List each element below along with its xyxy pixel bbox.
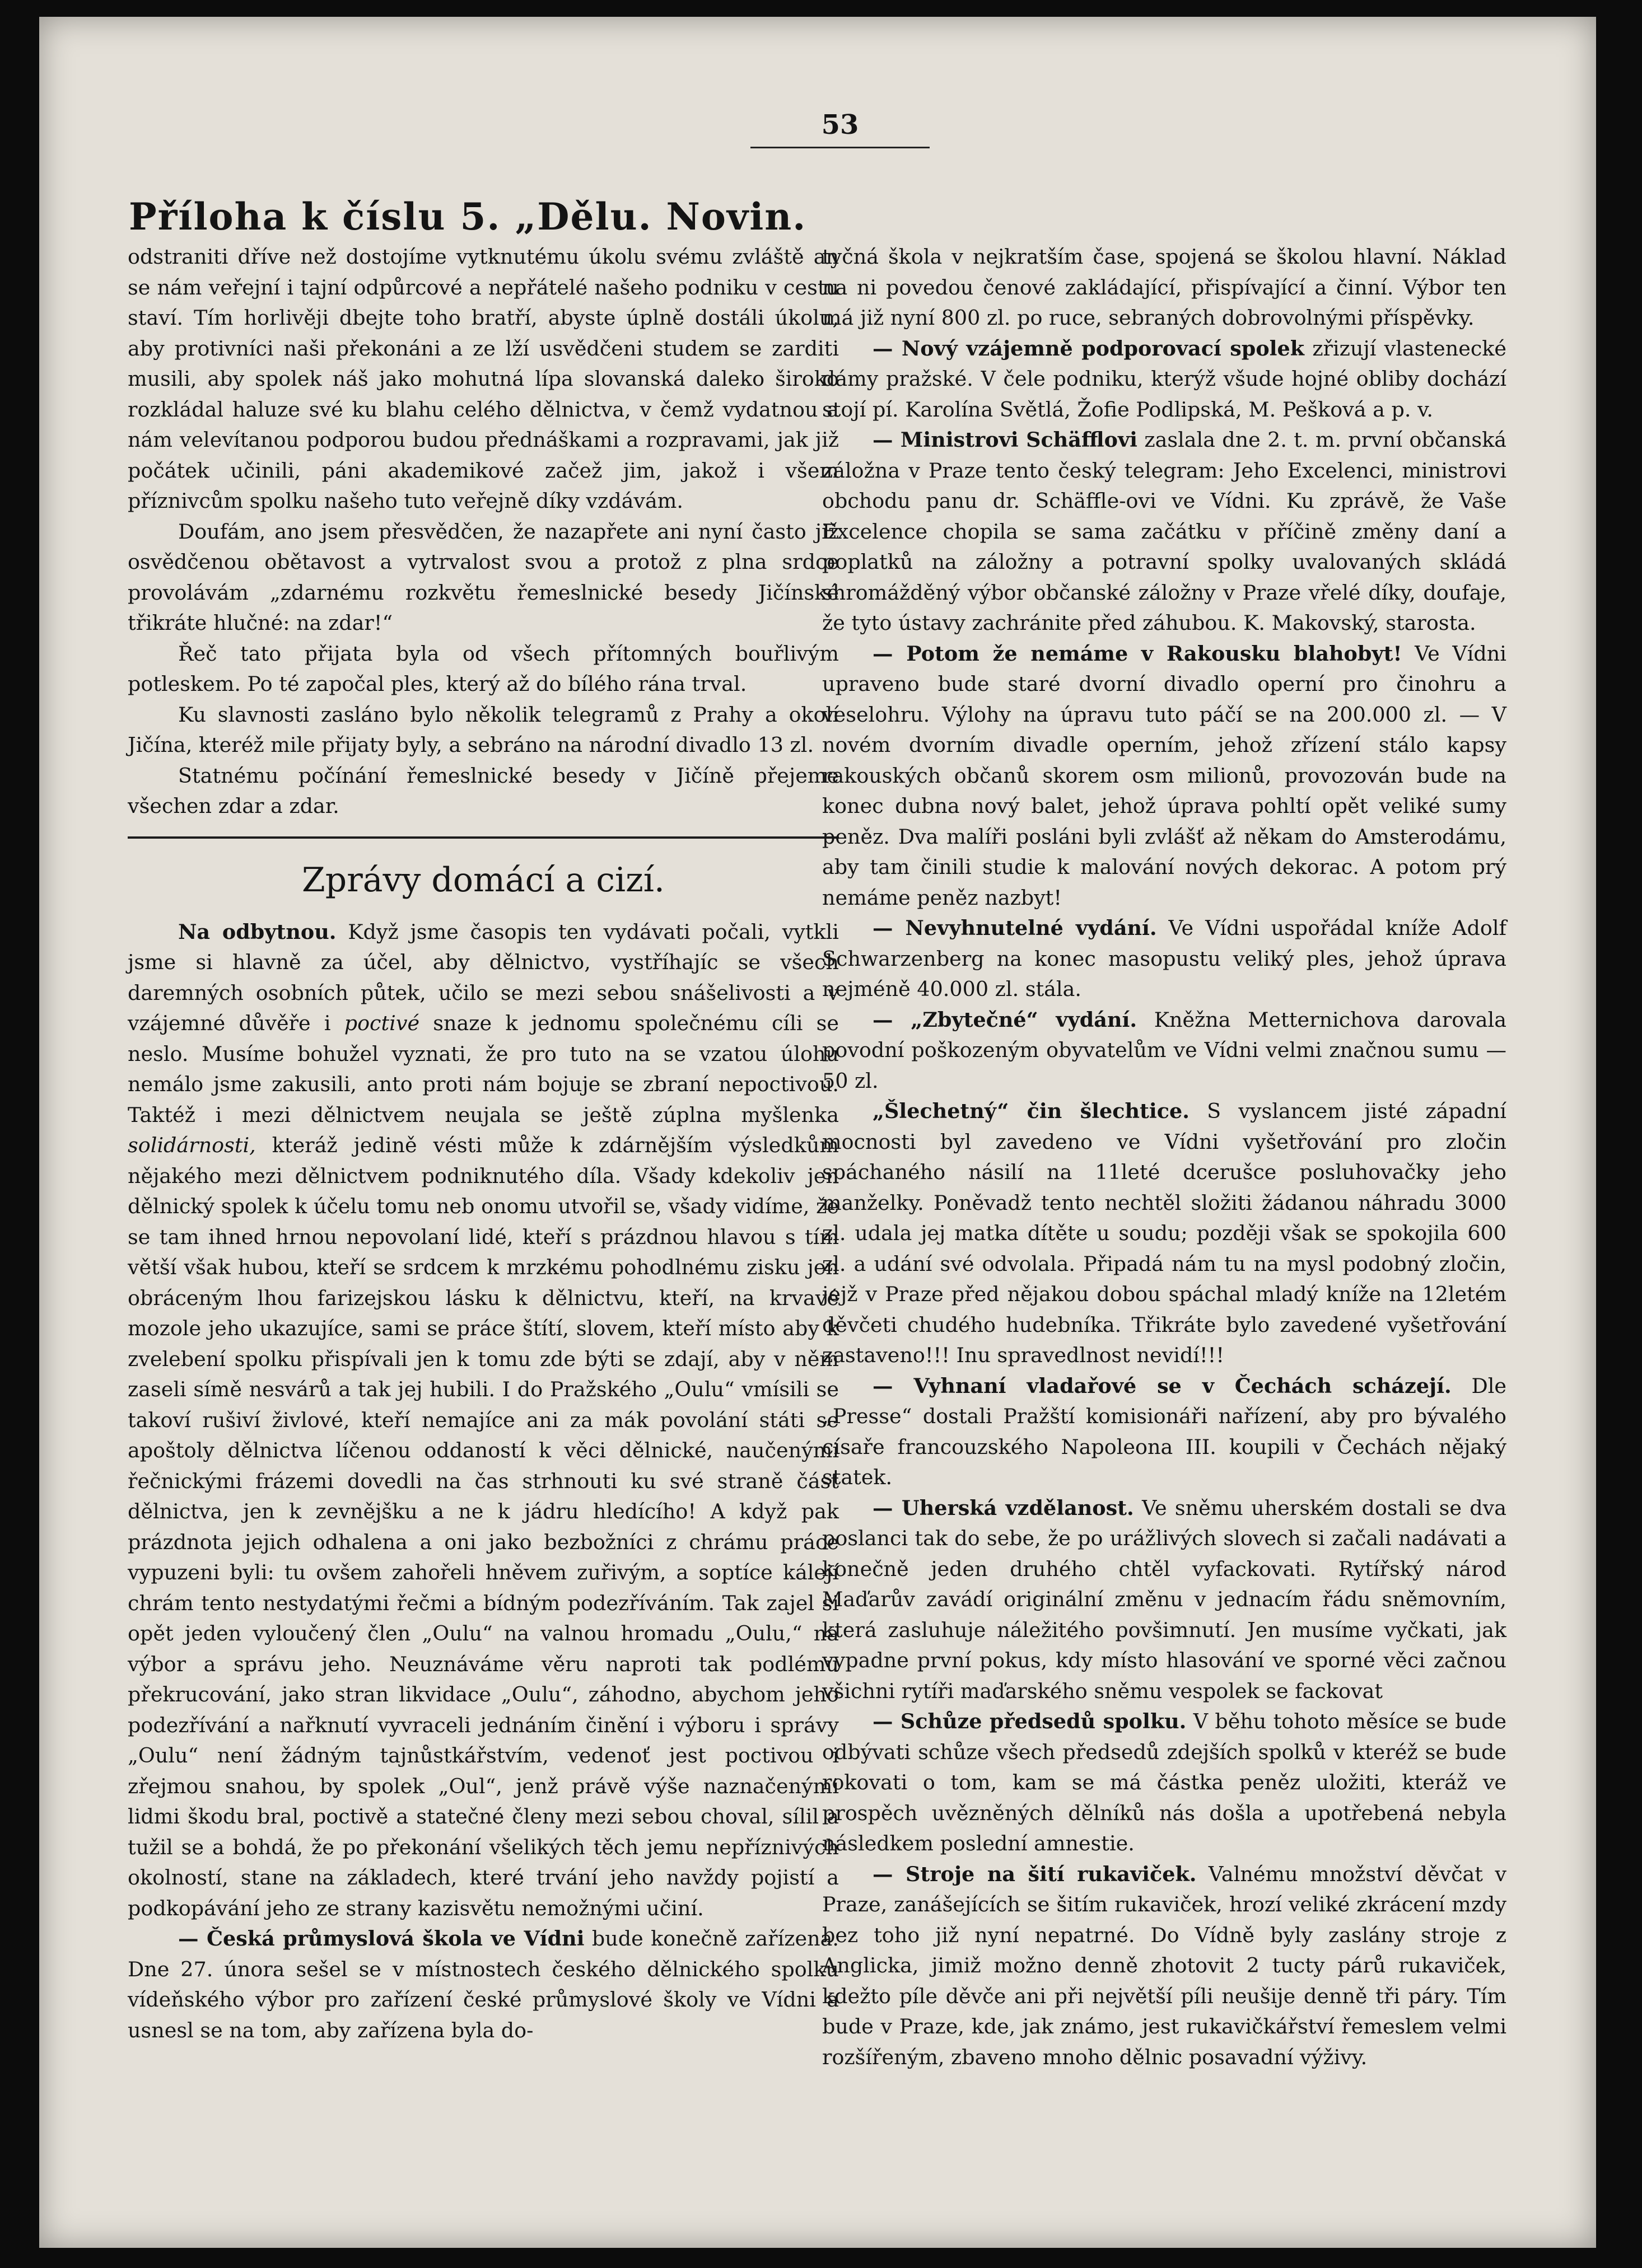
news-item [128,1924,839,2046]
news-heading: — Stroje na šití rukaviček. [873,1862,1197,1886]
continuation-paragraph: Statnému počínání řemeslnické besedy v Jičíně přejeme všechen zdar a zdar. [128,763,839,818]
news-item [822,425,1506,639]
continuation-paragraph: Řeč tato přijata byla od všech přítomných bouřlivým potleskem. Po té započal ples, který až do bílého rána trval. [128,641,839,696]
news-text: bude konečně zařízena. Dne 27. února sešel se v místnostech českého dělnického spolku vídeňského výbor pro zařízení české průmyslové školy ve Vídni a usnesl se na tom, aby zařízena byla do- [128,1926,839,2042]
news-text: tyčná škola v nejkratším čase, spojená se školou hlavní. Náklad na ni povedou čenové zakládající, přispívající a činní. Výbor ten má již nyní 800 zl. po ruce, sebraných dobrovolnými příspěvky. [822,245,1506,330]
news-item [822,242,1506,334]
news-text: snaze k jednomu společnému cíli se neslo. Musíme bohužel vyznati, že pro tuto na se vzatou úlohu nemálo jsme zakusili, anto proti nám bojuje se zbraní nepoctivou. Taktéž i mezi dělnictvem neujala se ještě zúplna myšlenka [128,1011,839,1127]
section-divider [128,836,839,839]
news-text: Valnému množství děvčat v Praze, zanášejících se šitím rukaviček, hrozí veliké zkrácení mzdy bez toho již nyní nepatrné. Do Vídně byly zaslány stroje z Anglicka, jimiž možno denně zhotovit 2 tucty párů rukaviček, kdežto píle děvče ani při největší píli neušije denně tři páry. Tím bude v Praze, kde, jak známo, jest rukavičkářství řemeslem velmi rozšířeným, zbaveno mnoho dělnic posavadní výživy. [822,1862,1507,2069]
news-heading: — Nevyhnutelné vydání. [873,916,1157,940]
news-text: V běhu tohoto měsíce se bude odbývati schůze všech předsedů zdejších spolků v kteréž se bude rokovati o tom, kam se má částka peněz uložiti, kteráž ve prospěch uvězněných dělníků nás došla a upotřebená nebyla následkem poslední amnestie. [822,1709,1507,1855]
news-heading: — Vyhnaní vladařové se v Čechách scházejí. [873,1373,1452,1398]
news-emphasis: poctivé [344,1011,420,1035]
news-text: zřizují vlastenecké dámy pražské. V čele podniku, kterýž všude hojné obliby dochází stojí pí. Karolína Světlá, Žofie Podlipská, M. Pešková a p. v. [822,336,1506,422]
right-column [822,242,1506,2073]
newspaper-page [39,17,1596,2248]
left-column [128,242,839,2046]
news-emphasis: solidárnosti, [128,1133,256,1157]
news-item [822,1706,1506,1859]
news-text: Kněžna Metternichova darovala povodní poškozeným obyvatelům ve Vídni velmi značnou sumu — 50 zl. [822,1007,1506,1093]
news-heading: — „Zbytečné“ vydání. [873,1007,1137,1032]
continuation-paragraph: Ku slavnosti zasláno bylo několik telegramů z Prahy a okolí Jičína, kteréž mile přijaty byly, a sebráno na národní divadlo 13 zl. [128,702,839,757]
news-heading: — Uherská vzdělanost. [873,1495,1134,1520]
supplement-header: Příloha k číslu 5. „Dělu. Novin. [129,195,807,239]
news-text: kteráž jedině vésti může k zdárnějším výsledkům nějakého mezi dělnictvem podniknutého díla. Všady kdekoliv jen dělnický spolek k účelu tomu neb onomu utvořil se, všady vidíme, že se tam ihned hrnou nepovolaní lidé, kteří s prázdnou hlavou s tím větší však hubou, kteří se srdcem k mrzkému pohodlnému zisku jen obráceným lhou farizejskou lásku k dělnictvu, kteří, na krvavé mozole jeho ukazujíce, sami se práce štítí, slovem, kteří místo aby k zvelebení spolku přispívali jen k tomu zde býti se zdají, aby v něm zaseli símě nesvárů a tak jej hubili. I do Pražského „Oulu“ vmísili se takoví rušiví živlové, kteří nemajíce ani za mák povolání státi se apoštoly dělnictva líčenou oddaností k věci dělnické, naučenými řečnickými frázemi dovedli na čas strhnouti ku své straně část dělnictva, jen k zevnějšku a ne k jádru hledícího! A když pak prázdnota jejich odhalena a oni jako bezbožníci z chrámu práce vypuzeni byli: tu ovšem zahořeli hněvem zuřivým, a soptíce kálejí chrám tento nestydatými řečmi a bídným podezříváním. Tak zajel si opět jeden vyloučený člen „Oulu“ na valnou hromadu „Oulu,“ na výbor a správu jeho. Neuznáváme věru naproti tak podlému překrucování, jako stran likvidace „Oulu“, záhodno, abychom jeho podezřívání a nařknutí vyvraceli jednáním činění i výboru i správy „Oulu“ není žádným tajnůstkářstvím, vedenoť jest poctivou i zřejmou snahou, by spolek „Oul“, jenž právě výše naznačenými lidmi škodu bral, poctivě a statečné členy mezi sebou choval, sílil a tužil se a bohdá, že po překonání všelikých těch jemu nepříznivých okolností, stane na základech, které trvání jeho navždy pojistí a podkopávání jeho ze strany kazisvětu nemožnými učiní. [128,1133,839,1920]
page-number-rule [750,147,930,148]
news-heading: — Potom že nemáme v Rakousku blahobyt! [873,641,1402,666]
news-text: Ve Vídni uspořádal kníže Adolf Schwarzenberg na konec masopustu veliký ples, jehož úprava nejméně 40.000 zl. stála. [822,916,1507,1001]
continuation-paragraph: odstraniti dříve než dostojíme vytknutému úkolu svému zvláště an se nám veřejní i tajní odpůrcové a nepřátelé našeho podniku v cestu staví. Tím horlivěji dbejte toho bratří, abyste úplně dostáli úkolu, aby protivníci naši překonáni a ze lží usvědčeni studem se zarditi musili, aby spolek náš jako mohutná lípa slovanská daleko široko rozkládal haluze své ku blahu celého dělnictva, v čemž vydatnou a nám velevítanou podporou budou přednáškami a rozpravami, jak již počátek učinili, páni akademikové začež jim, jakož i všem příznivcům spolku našeho tuto veřejně díky vzdávám. [128,245,839,513]
news-item [822,1493,1506,1707]
section-title: Zprávy domácí a cizí. [302,860,665,900]
news-text: zaslala dne 2. t. m. první občanská záložna v Praze tento český telegram: Jeho Excelenci, ministrovi obchodu panu dr. Schäffle-ovi ve Vídni. Ku zprávě, že Vaše Excelence chopila se sama začátku v příčině změny daní a poplatků na záložny a potravní spolky uvalovaných skládá shromážděný výbor občanské záložny v Praze vřelé díky, doufaje, že tyto ústavy zachránite před záhubou. K. Makovský, starosta. [822,428,1506,635]
page-number: 53 [821,109,859,141]
news-text: Ve Vídni upraveno bude staré dvorní divadlo operní pro činohru a veselohru. Výlohy na úpravu tuto páčí se na 200.000 zl. — V novém dvorním divadle operním, jehož zřízení stálo kapsy rakouských občanů skorem osm milionů, provozován bude na konec dubna nový balet, jehož úprava pohltí opět veliké sumy peněz. Dva malíři posláni byli zvlášť až někam do Amsterodámu, aby tam činili studie k malování nových dekorac. A potom prý nemáme peněz nazbyt! [822,641,1506,910]
news-item [822,1005,1506,1097]
news-heading: — Česká průmyslová škola ve Vídni [178,1926,585,1951]
news-heading: — Ministrovi Schäfflovi [873,428,1138,452]
news-heading: — Nový vzájemně podporovací spolek [873,336,1305,361]
news-item [822,639,1506,914]
news-heading: — Schůze předsedů spolku. [873,1709,1187,1733]
news-item [822,913,1506,1005]
news-item [822,1859,1506,2073]
news-item [128,917,839,1924]
continuation-paragraph: Doufám, ano jsem přesvědčen, že nazapřete ani nyní často již osvědčenou obětavost a vytrvalost svou a protož z plna srdce provolávám „zdarnému rozkvětu řemeslnické besedy Jičínské třikráte hlučné: na zdar!“ [128,519,839,635]
news-heading: Na odbytnou. [178,919,337,944]
news-text: S vyslancem jisté západní mocnosti byl zavedeno ve Vídni vyšetřování pro zločin spáchaného násilí na 11leté dcerušce posluhovačky jeho manželky. Poněvadž tento nechtěl složiti žádanou náhradu 3000 zl. udala jej matka dítěte u soudu; později však se spokojila 600 zl. a udání své odvolala. Připadá nám tu na mysl podobný zločin, jejž v Praze před nějakou dobou spáchal mladý kníže na 12letém děvčeti chudého hudebníka. Třikráte bylo zavedené vyšetřování zastaveno!!! Inu spravedlnost nevidí!!! [822,1099,1506,1367]
news-text: Když jsme časopis ten vydávati počali, vytkli jsme si hlavně za účel, aby dělnictvo, vystříhajíc se všech daremných osobních půtek, učilo se mezi sebou snášelivosti a v vzájemné důvěře i [128,919,839,1035]
news-item [822,1096,1506,1371]
news-text: Ve sněmu uherském dostali se dva poslanci tak do sebe, že po urážlivých slovech si začali nadávati a konečně jeden druhého chtěl vyfackovati. Rytířský národ Maďarův zavádí originální změnu v jednacím řádu sněmovním, která zasluhuje náležitého povšimnutí. Jen musíme vyčkati, jak vypadne první pokus, kdy místo hlasování ve sporné věci začnou všichni rytíři maďarského sněmu vespolek se fackovat [822,1495,1507,1703]
news-item [822,1371,1506,1493]
news-text: Dle „Presse“ dostali Pražští komisionáři nařízení, aby pro bývalého císaře francouzského Napoleona III. koupili v Čechách nějaký statek. [822,1373,1506,1489]
news-item [822,334,1506,425]
news-heading: „Šlechetný“ čin šlechtice. [873,1099,1189,1123]
